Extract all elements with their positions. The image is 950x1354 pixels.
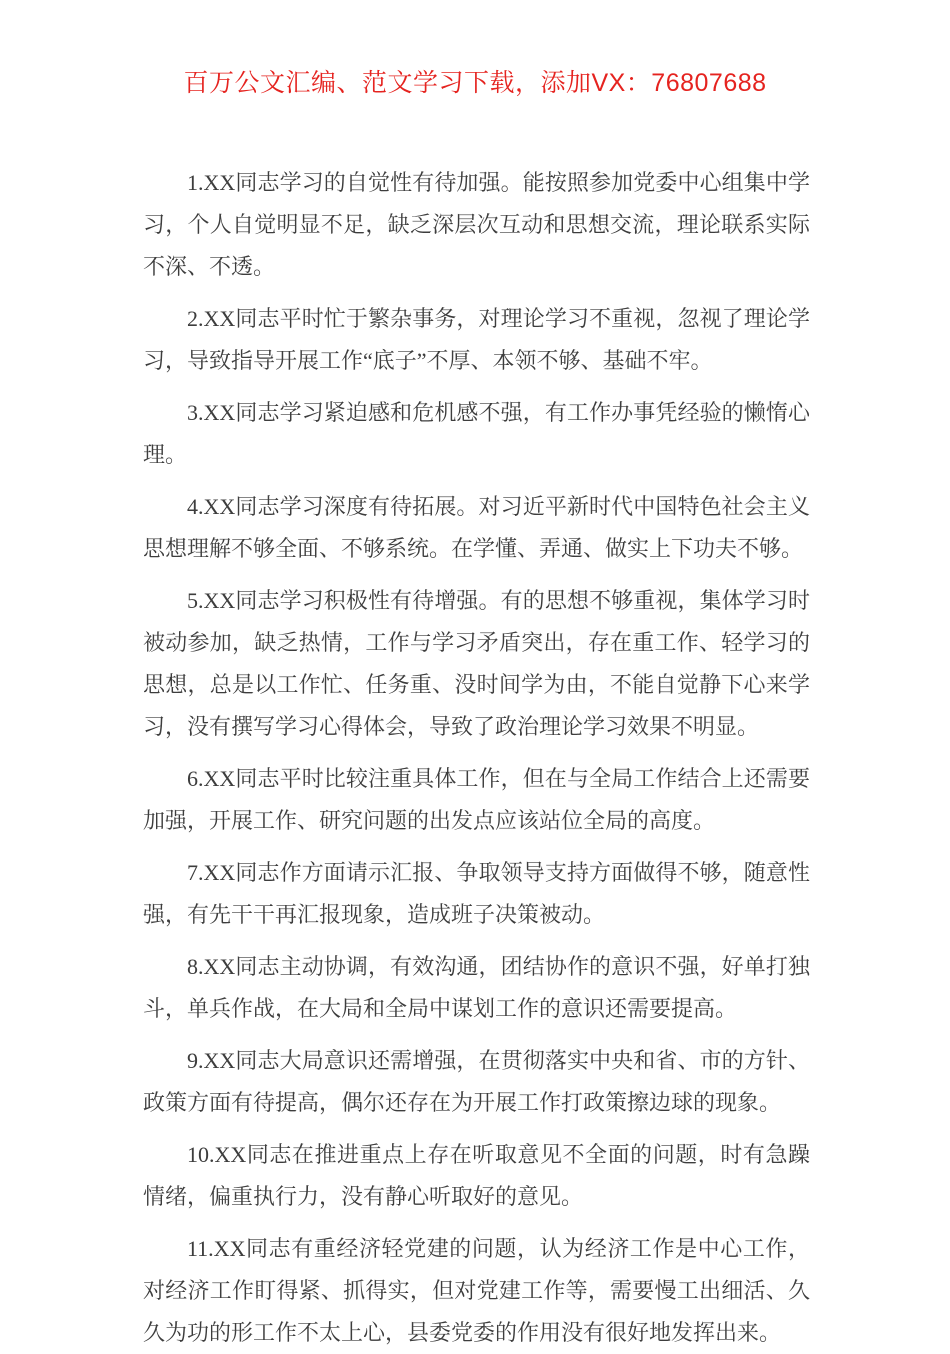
paragraph-6: 6.XX同志平时比较注重具体工作，但在与全局工作结合上还需要加强，开展工作、研究问题的出发点应该站位全局的高度。 bbox=[143, 766, 810, 833]
paragraph-5: 5.XX同志学习积极性有待增强。有的思想不够重视，集体学习时被动参加，缺乏热情，工作与学习矛盾突出，存在重工作、轻学习的思想，总是以工作忙、任务重、没时间学为由，不能自觉静下心来学习，没有撰写学习心得体会，导致了政治理论学习效果不明显。 bbox=[143, 588, 810, 739]
paragraph-4: 4.XX同志学习深度有待拓展。对习近平新时代中国特色社会主义思想理解不够全面、不够系统。在学懂、弄通、做实上下功夫不够。 bbox=[143, 494, 810, 561]
paragraph-3: 3.XX同志学习紧迫感和危机感不强，有工作办事凭经验的懒惰心理。 bbox=[143, 400, 810, 467]
paragraph-10: 10.XX同志在推进重点上存在听取意见不全面的问题，时有急躁情绪，偏重执行力，没有静心听取好的意见。 bbox=[143, 1142, 810, 1209]
paragraph-7: 7.XX同志作方面请示汇报、争取领导支持方面做得不够，随意性强，有先干干再汇报现象，造成班子决策被动。 bbox=[143, 860, 810, 927]
paragraph-9: 9.XX同志大局意识还需增强，在贯彻落实中央和省、市的方针、政策方面有待提高，偶尔还存在为开展工作打政策擦边球的现象。 bbox=[143, 1048, 810, 1115]
paragraph-2: 2.XX同志平时忙于繁杂事务，对理论学习不重视，忽视了理论学习，导致指导开展工作“底子”不厚、本领不够、基础不牢。 bbox=[143, 306, 810, 373]
ad-banner-text: 百万公文汇编、范文学习下载，添加VX：76807688 bbox=[183, 69, 767, 97]
paragraph-11: 11.XX同志有重经济轻党建的问题，认为经济工作是中心工作，对经济工作盯得紧、抓得实，但对党建工作等，需要慢工出细活、久久为功的形工作不太上心，县委党委的作用没有很好地发挥出来。 bbox=[143, 1236, 810, 1345]
document-body bbox=[143, 162, 810, 1354]
paragraph-1: 1.XX同志学习的自觉性有待加强。能按照参加党委中心组集中学习，个人自觉明显不足，缺乏深层次互动和思想交流，理论联系实际不深、不透。 bbox=[143, 170, 810, 279]
paragraph-8: 8.XX同志主动协调，有效沟通，团结协作的意识不强，好单打独斗，单兵作战，在大局和全局中谋划工作的意识还需要提高。 bbox=[143, 954, 810, 1021]
